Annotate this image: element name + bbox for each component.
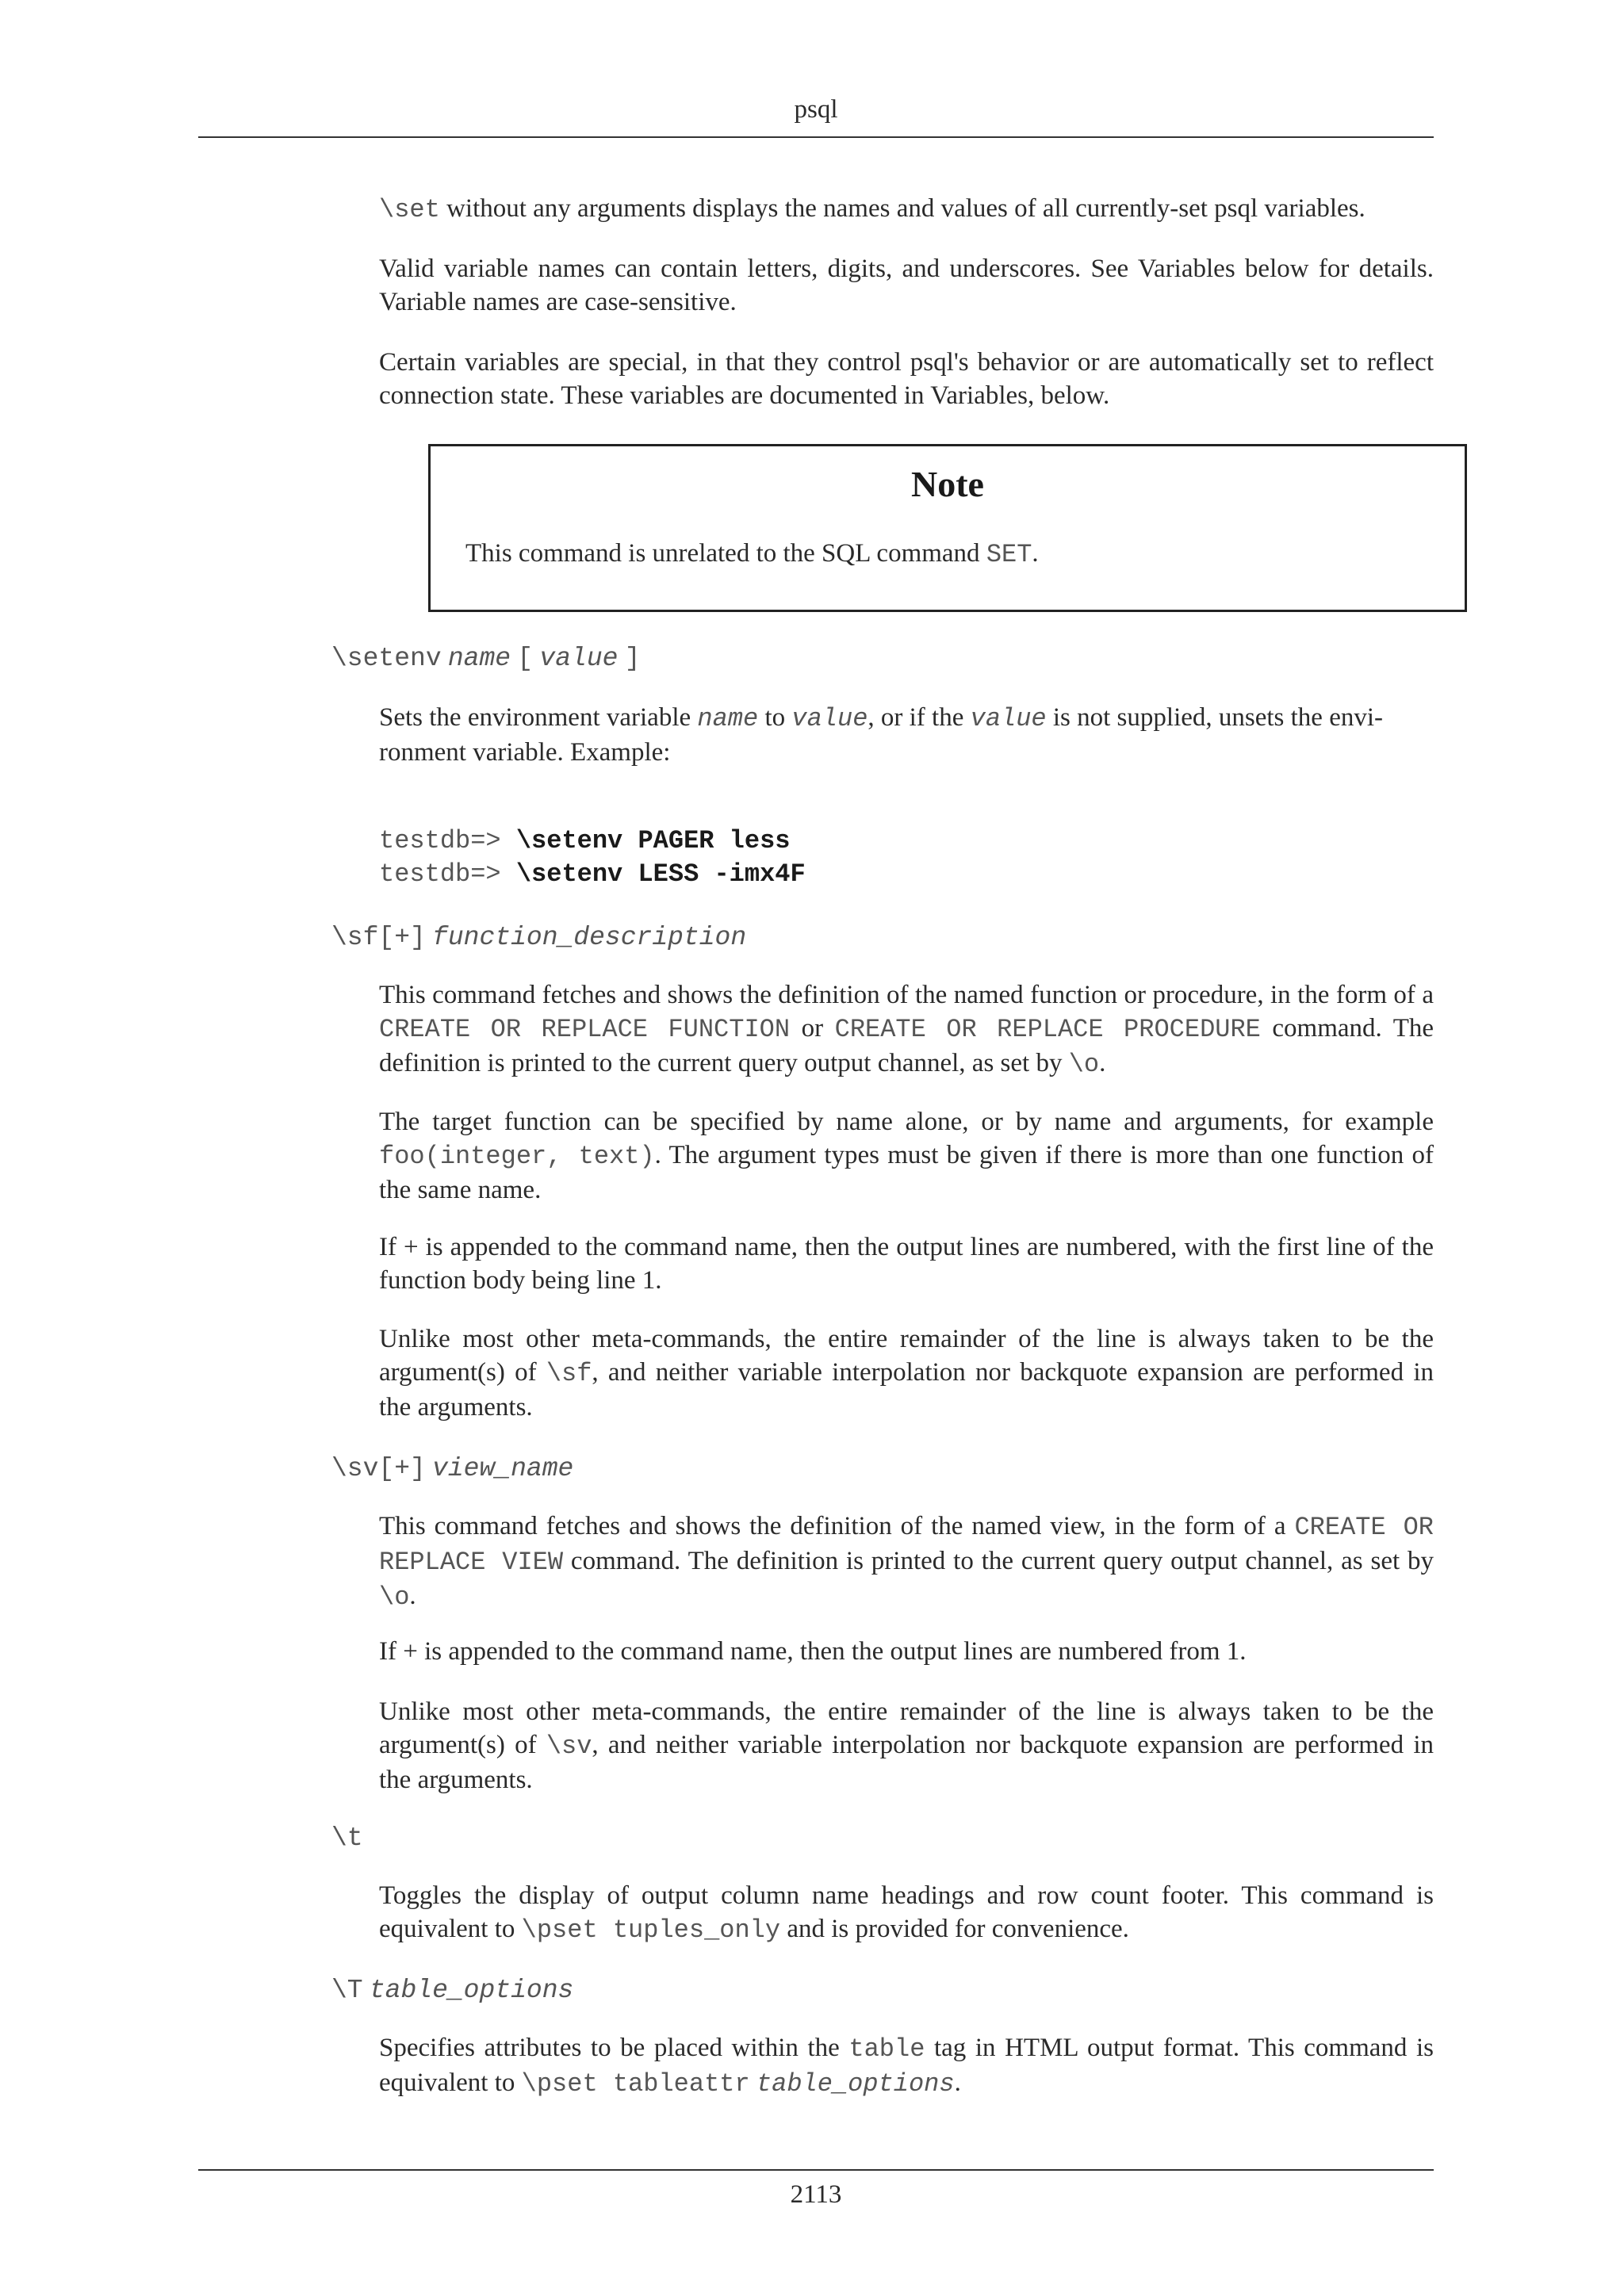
- sv-paragraph-1: This command fetches and shows the definition of the named view, in the form of a CREATE OR REPLACE VIEW command. The definition is printed to the current query output channel, as set by \o.: [379, 1512, 1434, 1612]
- page-number: 2113: [790, 2180, 842, 2209]
- set-paragraph-2: Valid variable names can contain letters, digits, and underscores. See Variables below for details. Variable names are case-sensitive.: [379, 254, 1434, 316]
- sf-paragraph-4: Unlike most other meta-commands, the entire remainder of the line is always taken to be the argument(s) of \sf, and neither variable interpolation nor backquote expansion are performed in the arguments.: [379, 1325, 1434, 1422]
- setenv-description: Sets the environment variable name to value, or if the value is not supplied, unsets the envi- ronment variable. Example:: [379, 703, 1384, 767]
- t-paragraph: Toggles the display of output column name headings and row count footer. This command is equivalent to \pset tuples_only and is provided for convenience.: [379, 1881, 1434, 1945]
- note-title: Note: [911, 464, 984, 504]
- note-box: [428, 444, 1467, 612]
- sv-paragraph-3: Unlike most other meta-commands, the entire remainder of the line is always taken to be the argument(s) of \sv, and neither variable interpolation nor backquote expansion are performed in the arguments.: [379, 1697, 1434, 1794]
- set-paragraph-3: Certain variables are special, in that they control psql's behavior or are automatically set to reflect connection state. These variables are documented in Variables, below.: [379, 348, 1434, 410]
- sv-term: \sv[+] view_name: [331, 1454, 574, 1483]
- T-paragraph: Specifies attributes to be placed within the table tag in HTML output format. This command is equivalent to \pset tableattr table_options.: [379, 2034, 1434, 2099]
- sf-paragraph-1: This command fetches and shows the definition of the named function or procedure, in the form of a CREATE OR REPLACE FUNCTION or CREATE OR REPLACE PROCEDURE command. The definition is printed to the current query output channel, as set by \o.: [379, 981, 1434, 1079]
- header-rule: [198, 136, 1434, 138]
- inline-code: SET: [986, 540, 1032, 569]
- page-header: psql: [794, 95, 838, 124]
- sf-paragraph-2: The target function can be specified by name alone, or by name and arguments, for example foo(integer, text). The argument types must be given if there is more than one function of the same name.: [379, 1108, 1434, 1204]
- setenv-example: testdb=> \setenv PAGER less testdb=> \setenv LESS -imx4F: [379, 826, 806, 889]
- footer-rule: [198, 2169, 1434, 2171]
- inline-code: \set: [379, 195, 440, 224]
- sv-paragraph-2: If + is appended to the command name, then the output lines are numbered from 1.: [379, 1637, 1247, 1666]
- setenv-term: \setenv name [ value ]: [331, 644, 641, 673]
- sf-paragraph-3: If + is appended to the command name, then the output lines are numbered, with the first line of the function body being line 1.: [379, 1233, 1434, 1295]
- sf-term: \sf[+] function_description: [331, 923, 747, 952]
- set-paragraph-1: \set without any arguments displays the names and values of all currently-set psql variables.: [379, 194, 1365, 224]
- T-term: \T table_options: [331, 1976, 574, 2005]
- t-term: \t: [331, 1823, 363, 1853]
- note-text: This command is unrelated to the SQL command SET.: [465, 539, 1039, 569]
